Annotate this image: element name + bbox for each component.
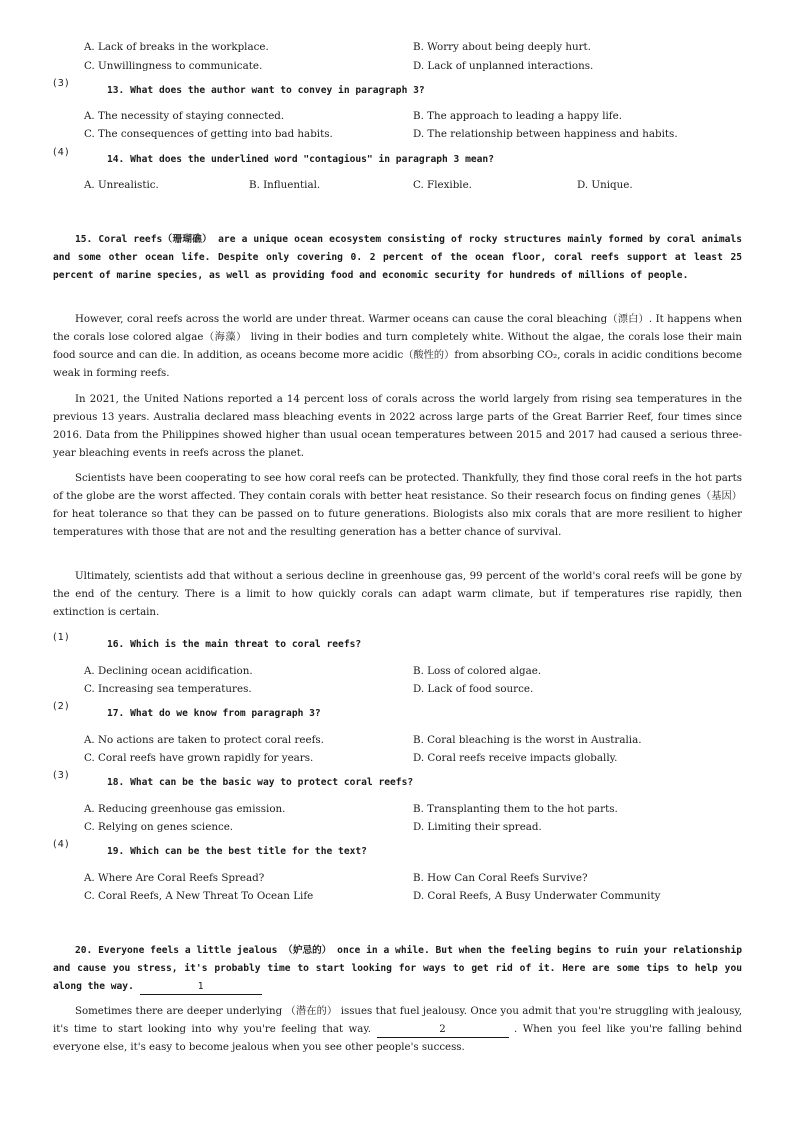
q17-options-row-1	[0, 732, 794, 748]
q13-stem: 13. What does the author want to convey in paragraph 3?	[107, 85, 425, 96]
q17-option-a[interactable]: A. No actions are taken to protect coral reefs.	[84, 734, 324, 746]
q16-stem: 16. Which is the main threat to coral reefs?	[107, 639, 362, 650]
q17-option-d[interactable]: D. Coral reefs receive impacts globally.	[413, 752, 618, 764]
q13-option-b[interactable]: B. The approach to leading a happy life.	[413, 110, 622, 122]
passage20-intro-text: 20. Everyone feels a little jealous （妒忌的） once in a while. But when the feeling begins to ruin your relationship and cause you stress, it's probably time to start looking for ways to get rid of it. Here are some tips to help you along the way.	[53, 945, 742, 992]
q18-number: (3)	[53, 770, 70, 781]
blank-1[interactable]: 1	[140, 980, 262, 995]
q17-options-row-2	[0, 750, 794, 766]
q17-option-b[interactable]: B. Coral bleaching is the worst in Australia.	[413, 734, 642, 746]
passage15-paragraph-4	[53, 470, 742, 542]
q12-option-c[interactable]: C. Unwillingness to communicate.	[84, 60, 263, 72]
passage20-paragraph-2-period: .	[514, 1024, 518, 1035]
q16-options-row-1	[0, 663, 794, 679]
q12-options-row-2	[0, 58, 794, 74]
q12-options-row-1	[0, 39, 794, 55]
q19-option-d[interactable]: D. Coral Reefs, A Busy Underwater Community	[413, 890, 661, 902]
q18-option-c[interactable]: C. Relying on genes science.	[84, 821, 234, 833]
passage20-intro	[53, 942, 742, 996]
passage15-intro-text: 15. Coral reefs（珊瑚礁） are a unique ocean ecosystem consisting of rocky structures mainly formed by coral animals and some other ocean life. Despite only covering 0. 2 percent of the ocean floor, coral reefs support at least 25 percent of marine species, as well as providing food and economic security for hundreds of millions of people.	[53, 234, 742, 281]
q19-option-a[interactable]: A. Where Are Coral Reefs Spread?	[84, 872, 265, 884]
q17-option-c[interactable]: C. Coral reefs have grown rapidly for years.	[84, 752, 314, 764]
q16-option-c[interactable]: C. Increasing sea temperatures.	[84, 683, 252, 695]
passage15-paragraph-3-text: In 2021, the United Nations reported a 14 percent loss of corals across the world largely from rising sea temperatures in the previous 13 years. Australia declared mass bleaching events in 2022 across large parts of the Great Barrier Reef, four times since 2016. Data from the Philippines showed higher than usual ocean temperatures between 2015 and 2017 had caused a serious three-year bleaching events in reefs across the planet.	[53, 394, 742, 459]
passage15-paragraph-2	[53, 311, 742, 383]
passage20-paragraph-2-text: Sometimes there are deeper underlying （潜在的） issues that fuel jealousy. Once you admit that you're struggling with jealousy, it's time to start looking into why you're feeling that way.	[53, 1006, 742, 1035]
q18-options-row-2	[0, 819, 794, 835]
q18-option-d[interactable]: D. Limiting their spread.	[413, 821, 542, 833]
q13-options-row-2	[0, 126, 794, 142]
q14-stem: 14. What does the underlined word "contagious" in paragraph 3 mean?	[107, 154, 494, 165]
q19-number: (4)	[53, 839, 70, 850]
q14-option-c[interactable]: C. Flexible.	[413, 179, 472, 191]
q12-option-d[interactable]: D. Lack of unplanned interactions.	[413, 60, 594, 72]
q16-option-a[interactable]: A. Declining ocean acidification.	[84, 665, 253, 677]
passage15-paragraph-5-text: Ultimately, scientists add that without a serious decline in greenhouse gas, 99 percent of the world's coral reefs will be gone by the end of the century. There is a limit to how quickly corals can adapt warm climate, but if temperatures rise rapidly, then extinction is certain.	[53, 571, 742, 618]
q16-option-b[interactable]: B. Loss of colored algae.	[413, 665, 542, 677]
q19-stem: 19. Which can be the best title for the text?	[107, 846, 367, 857]
q14-option-b[interactable]: B. Influential.	[249, 179, 321, 191]
passage15-paragraph-3	[53, 391, 742, 463]
q12-option-b[interactable]: B. Worry about being deeply hurt.	[413, 41, 591, 53]
q13-number: (3)	[53, 78, 70, 89]
q14-option-d[interactable]: D. Unique.	[577, 179, 633, 191]
q13-option-a[interactable]: A. The necessity of staying connected.	[84, 110, 285, 122]
q19-option-b[interactable]: B. How Can Coral Reefs Survive?	[413, 872, 588, 884]
q18-option-a[interactable]: A. Reducing greenhouse gas emission.	[84, 803, 286, 815]
q14-number: (4)	[53, 147, 70, 158]
q13-options-row-1	[0, 108, 794, 124]
passage20-paragraph-2-rest: When you feel like you're falling behind everyone else, it's easy to become jealous when you see other people's success.	[53, 1024, 742, 1053]
q18-stem: 18. What can be the basic way to protect coral reefs?	[107, 777, 414, 788]
blank-2[interactable]: 2	[377, 1023, 509, 1038]
passage15-paragraph-4-text: Scientists have been cooperating to see how coral reefs can be protected. Thankfully, they find those coral reefs in the hot parts of the globe are the worst affected. They contain corals with better heat resistance. So their research focus on finding genes（基因） for heat tolerance so that they can be passed on to future generations. Biologists also mix corals that are more resilient to higher temperatures with those that are not and the resulting generation has a better chance of survival.	[53, 473, 742, 538]
q12-option-a[interactable]: A. Lack of breaks in the workplace.	[84, 41, 269, 53]
passage15-paragraph-5	[53, 568, 742, 622]
q13-option-c[interactable]: C. The consequences of getting into bad habits.	[84, 128, 333, 140]
passage20-paragraph-2	[53, 1003, 742, 1057]
passage15-intro	[53, 231, 742, 285]
q13-option-d[interactable]: D. The relationship between happiness and habits.	[413, 128, 678, 140]
q17-number: (2)	[53, 701, 70, 712]
q14-option-a[interactable]: A. Unrealistic.	[84, 179, 159, 191]
q16-number: (1)	[53, 632, 70, 643]
passage15-paragraph-2-text: However, coral reefs across the world are under threat. Warmer oceans can cause the coral bleaching（漂白）. It happens when the corals lose colored algae（海藻） living in their bodies and turn completely white. Without the algae, the corals lose their main food source and can die. In addition, as oceans become more acidic（酸性的）from absorbing CO₂, corals in acidic conditions become weak in forming reefs.	[53, 314, 742, 379]
q19-option-c[interactable]: C. Coral Reefs, A New Threat To Ocean Life	[84, 890, 314, 902]
q19-options-row-1	[0, 870, 794, 886]
q16-options-row-2	[0, 681, 794, 697]
q19-options-row-2	[0, 888, 794, 904]
q16-option-d[interactable]: D. Lack of food source.	[413, 683, 534, 695]
q18-option-b[interactable]: B. Transplanting them to the hot parts.	[413, 803, 618, 815]
q14-options-row	[0, 177, 794, 193]
q18-options-row-1	[0, 801, 794, 817]
q17-stem: 17. What do we know from paragraph 3?	[107, 708, 321, 719]
